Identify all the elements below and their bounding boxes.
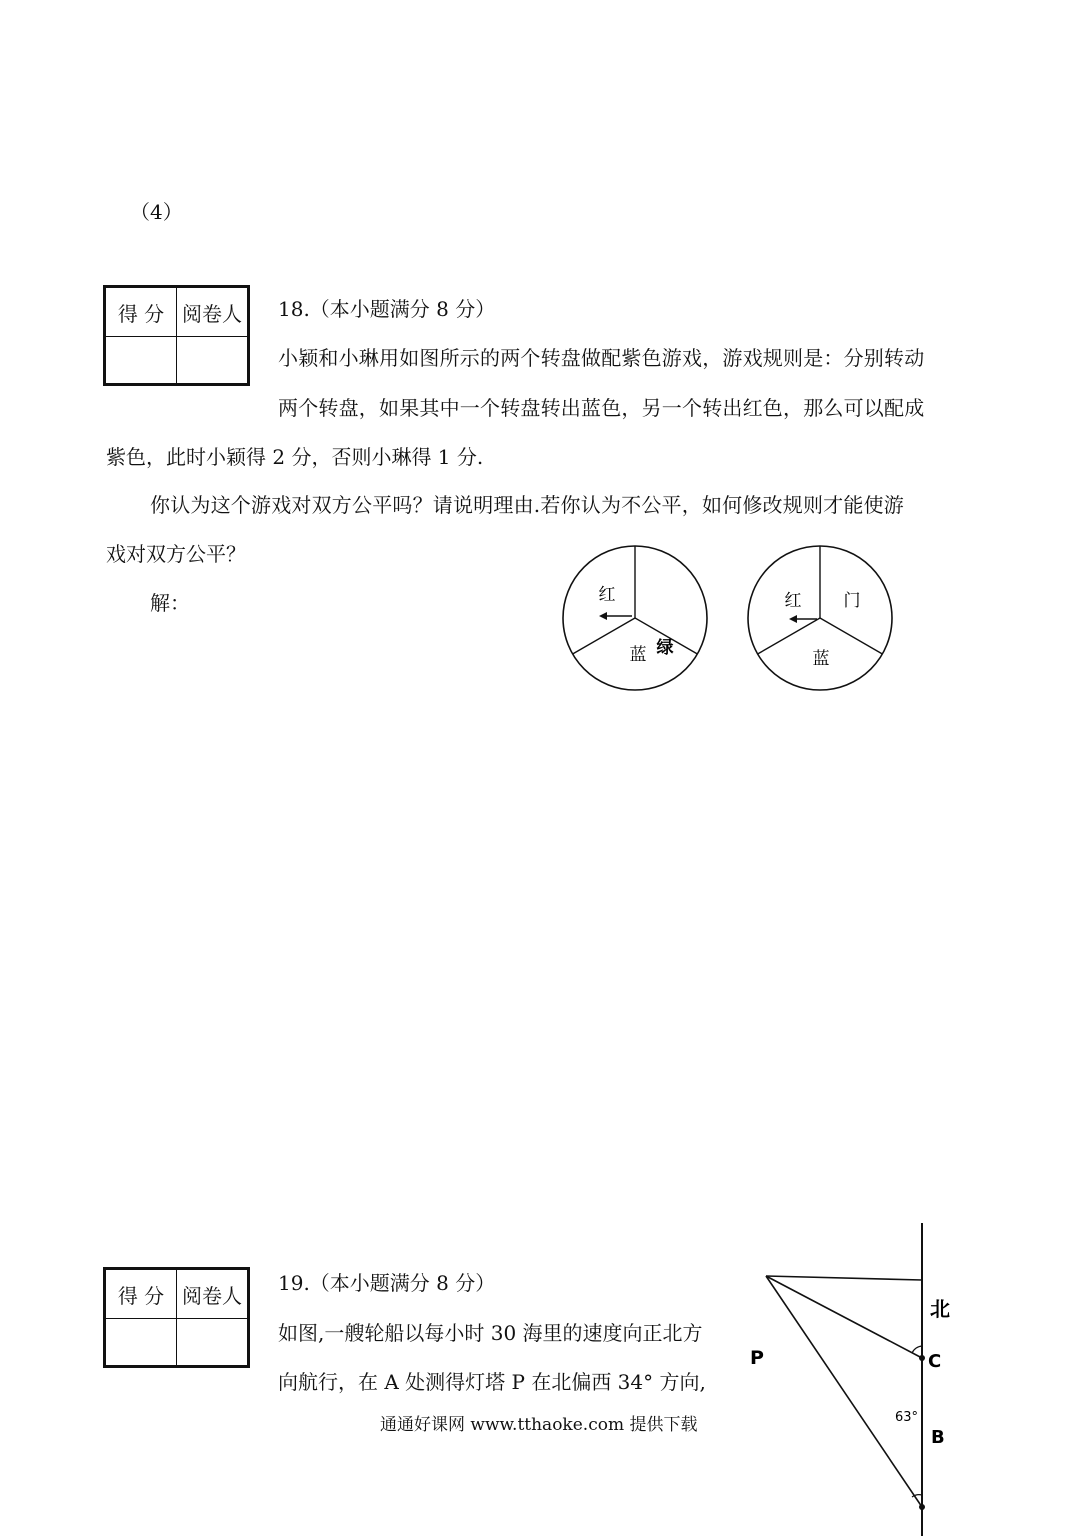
q19-line-1: 如图,一艘轮船以每小时 30 海里的速度向正北方 <box>278 1321 703 1345</box>
grader-cell[interactable] <box>177 1319 249 1367</box>
angle-label: 63° <box>895 1410 919 1425</box>
spinner-2 <box>748 546 892 690</box>
grader-label: 阅卷人 <box>177 1269 249 1319</box>
score-label: 得 分 <box>105 1269 177 1319</box>
spinner-2-label-door: 门 <box>843 591 861 611</box>
spinners-figure <box>555 540 900 700</box>
q18-heading: 18.（本小题满分 8 分） <box>278 297 496 321</box>
spinner-2-label-red: 红 <box>784 591 802 611</box>
point-b-label: B <box>931 1427 945 1448</box>
q18-line-2: 两个转盘，如果其中一个转盘转出蓝色，另一个转出红色，那么可以配成 <box>278 396 925 420</box>
point-p-label: P <box>750 1347 764 1369</box>
q19-heading: 19.（本小题满分 8 分） <box>278 1271 496 1295</box>
q19-line-2: 向航行，在 A 处测得灯塔 P 在北偏西 34° 方向, <box>278 1370 706 1394</box>
point-c-marker <box>919 1355 925 1361</box>
angle-arc-c <box>912 1346 922 1353</box>
grader-label: 阅卷人 <box>177 287 249 337</box>
q18-line-1: 小颖和小琳用如图所示的两个转盘做配紫色游戏，游戏规则是：分别转动 <box>278 346 925 370</box>
score-label: 得 分 <box>105 287 177 337</box>
spinner-1 <box>563 546 707 690</box>
spinner-1-label-red: 红 <box>598 585 616 605</box>
score-cell[interactable] <box>105 337 177 385</box>
spinner-1-label-blue: 蓝 <box>629 645 647 665</box>
spinner-1-label-green: 绿 <box>656 638 674 658</box>
point-c-label: C <box>928 1351 942 1372</box>
answer-label: 解： <box>150 591 190 615</box>
q18-line-3: 紫色，此时小颖得 2 分，否则小琳得 1 分. <box>106 445 484 469</box>
part-marker: （4） <box>130 200 183 224</box>
footer-source: 通通好课网 www.tthaoke.com 提供下载 <box>380 1415 698 1435</box>
spinner-2-label-blue: 蓝 <box>812 649 830 669</box>
score-table-q18 <box>103 285 250 386</box>
q18-line-4: 你认为这个游戏对双方公平吗？请说明理由.若你认为不公平，如何修改规则才能使游 <box>150 493 904 517</box>
navigation-diagram <box>740 1215 980 1536</box>
score-table-q19 <box>103 1267 250 1368</box>
grader-cell[interactable] <box>177 337 249 385</box>
point-a-marker <box>919 1504 925 1510</box>
north-label: 北 <box>930 1297 950 1321</box>
q18-line-5: 戏对双方公平？ <box>106 542 246 566</box>
score-cell[interactable] <box>105 1319 177 1367</box>
